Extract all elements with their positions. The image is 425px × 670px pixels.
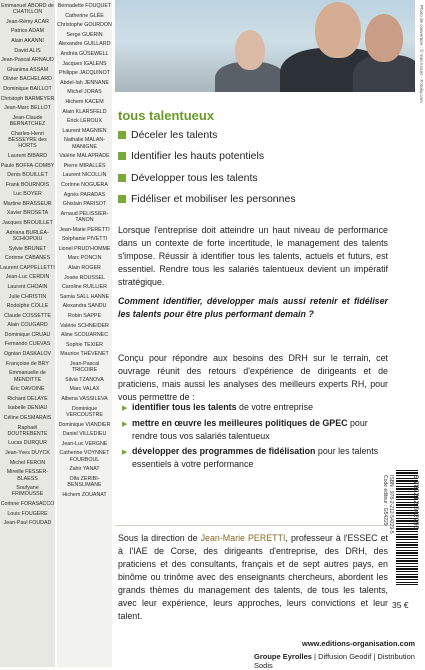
description-paragraph: Conçu pour répondre aux besoins des DRH sur le terrain, cet ouvrage réunit des retours d'expérience de dirigeants et de praticiens, mais aussi les analyses des meilleurs experts RH, pour vous permettre de : [118,353,388,402]
contributor-name: Alain ROGER [68,265,101,272]
list-item: ▶ identifier tous les talents de votre entreprise [122,401,390,415]
contributor-name: Corinne FORASACCO [0,500,55,507]
contributor-name: Julie CHRISTIN [8,293,47,300]
contributor-name: Maurice THÉVENET [60,351,109,358]
publisher-line: Groupe Eyrolles | Diffusion Geodif | Distribution Sodis [254,652,415,670]
contributors-column-1 [0,0,55,667]
website-link[interactable]: www.editions-organisation.com [302,639,416,648]
contributor-name: Fernando CUEVAS [4,341,51,348]
contributor-name: Jean-Luc VERGNE [61,440,108,447]
contributor-name: Dominique BAILLOT [3,86,52,93]
contributor-name: Jacques BROUILLET [2,220,53,227]
contributor-name: Emmanuelle de MENDITTE [9,370,46,383]
contributor-name: Adriana BURLEA-SCHIOPOIU [6,229,49,242]
contributor-name: Alain COUGARD [7,322,48,329]
highlight-bullet: Déceler les talents [118,129,328,141]
contributor-name: Sophie TEXIER [65,341,103,348]
contributors-column-2 [57,0,112,667]
triangle-bullet-icon: ▶ [122,449,128,456]
price: 35 € [392,600,409,610]
contributor-name: Jean-Pascal TRICOIRE [69,360,100,374]
contributor-name: Silvia TZANOVA [65,376,104,383]
contributor-name: Valérie MALAPRADE [59,153,110,160]
contributor-name: Rodolphe COLLE [6,303,49,310]
contributor-name: Corinne CABANES [4,255,51,262]
contributor-name: Érick LEROUX [66,118,103,125]
contributor-name: Caroline RUILLIER [61,284,108,291]
contributor-name: Marc PONCIN [67,255,102,262]
contributor-name: Lionel PRUD'HOMME [58,245,111,252]
contributor-name: David ALIS [14,47,41,54]
contributor-name: Louis FOUGERE [7,510,48,517]
contributor-name: Patrice ADAM [11,28,44,35]
contributor-name: Françoise de BRY [6,360,49,367]
contributor-name: Agnès PARADAS [63,191,106,198]
highlight-bullet: Identifier les hauts potentiels [118,150,328,162]
contributor-name: Claude COSSETTE [4,312,51,319]
contributor-name: Laurent CHOAIN [7,283,48,290]
contributor-name: Ghanima ASSAM [6,66,49,73]
contributor-name: Christoph BARMEYER [0,95,55,102]
green-square-icon [118,174,126,182]
contributor-name: Albena VASSILEVA [61,396,108,403]
contributor-name: Richard DELAYE [7,395,48,402]
green-square-icon [118,195,126,203]
contributor-name: Zahir YANAT [69,466,100,473]
contributor-name: Corinne NOGUERA [61,181,108,188]
list-item: ▶ développer des programmes de fidélisation pour les talents essentiels à votre performance [122,446,379,469]
contributor-name: Stéphanie PIVETTI [61,236,108,243]
contributor-name: Laurent CAPPELLETTI [0,264,55,271]
green-square-icon [118,152,126,160]
contributor-name: Alexandre GUILLARD [58,41,111,48]
isbn: ISBN : 978-2-212-54229-5 [388,475,394,534]
contributor-name: Pierre MIRALLÈS [63,162,106,169]
contributor-name: Olivier BACHELARD [3,76,52,83]
contributor-name: Mireille FESSER-BLAESS [6,469,49,482]
barcode-number: 9 782212 542295 [412,475,419,530]
contributor-name: Philippe JACQUINOT [59,70,110,77]
triangle-bullet-icon: ▶ [122,421,128,428]
contributor-name: Abdel-Iah JENNANE [60,79,109,86]
contributor-name: Dominique VERCOUSTRE [66,405,103,418]
contributor-name: Xavier BROSETA [6,210,49,217]
contributor-name: Arnaud PELISSIER-TANON [60,210,109,224]
contributor-name: Aline SCOUARNEC [60,332,109,339]
direction-paragraph: Sous la direction de Jean-Marie PERETTI, professeur à l'ESSEC et à l'IAE de Corse, des dirigeants d'entreprise, des DRH, des praticiens et des consultants, français et de sept autres pays, en binôme ou trinôme avec des enseignants chercheurs, abordent les grands thèmes du management des talents, de tous les talents, avec leur expérience, leurs approches, leurs convictions et leur talent. [118,533,389,621]
contributor-name: Alain AKANNI [11,38,44,45]
contributor-name: Jean-Pascal ARNAUD [1,57,54,64]
intro-paragraph: Lorsque l'entreprise doit atteindre un haut niveau de performance dans un contexte de forte incertitude, le management des talents s'impose. Réussir à identifier tous les talents, actuels et futurs, est essentiel. Rendre tous les salariés talentueux devient un impératif stratégique. [118,225,388,287]
green-square-icon [118,131,126,139]
contributor-name: Charles-Henri BESSEYRE des HORTS [8,130,47,150]
contributor-name: Laurent BIBARD [7,152,48,159]
code-editeur: Code éditeur : G54229 [382,475,388,526]
contributor-name: Laurent NICOLLIN [62,172,107,179]
contributor-name: Bernadette FOUQUET [57,3,112,9]
contributor-name: Jean-Marie PERETTI [59,226,110,233]
editor-name: Jean-Marie PERETTI [200,533,286,543]
contributor-name: Paule BOFFA-COMBY [0,162,55,169]
contributor-name: Martine BRASSEUR [3,200,52,207]
contributor-name: Catherine VOYNNET FOURBOUL [59,450,110,463]
contributor-name: Marc VALAX [69,386,100,393]
contributor-name: Alexandra SANDU [62,303,107,310]
contributor-name: Jacques IGALENS [62,60,107,67]
contributor-name: Laurent MAGNIEN [62,127,107,134]
list-item: ▶ mettre en œuvre les meilleures politiques de GPEC pour rendre tous vos salariés talentueux [122,418,368,441]
highlight-bullet: Développer tous les talents [118,172,328,184]
contributor-name: Ghislain PARISOT [62,201,107,208]
contributor-name: Jean-Yves DUYCK [5,450,50,457]
contributor-name: Hichem KACEM [65,98,104,105]
contributor-name: Luc BOYER [13,191,42,198]
contributor-name: Sylvie BRUNET [8,245,47,252]
contributor-name: Andréa GÜSEWELL [60,50,109,57]
contributor-name: Céline DESMARAIS [3,414,52,421]
photo-credit: Photo de couverture : © Yuri Arcurs - Fotolia.com [419,5,424,103]
contributor-name: Éric DAVOINE [10,386,45,393]
contributor-name: Emmanuel ABORD de CHATILLON [1,3,54,16]
contributor-name: Nathalie MALAN-MANIGNE [64,137,105,150]
contributor-name: Daniel VILLEDIEU [62,431,107,438]
question-paragraph: Comment identifier, développer mais aussi retenir et fidéliser les talents pour être plus performant demain ? [118,296,388,319]
contributor-name: Michel JORAS [67,89,102,96]
contributor-name: Jean-Marc BELLOT [4,105,51,112]
benefit-list [122,401,390,473]
contributor-name: Serge GUERIN [66,31,103,38]
contributor-name: Jean-Luc CERDIN [5,274,50,281]
contributor-name: Jean-Rémy ACAR [6,18,49,25]
contributor-name: Denis BOUILLET [7,172,48,179]
contributor-name: Dominique VIANDIER [58,421,111,428]
contributor-name: Ognian DASKALOV [3,351,52,358]
contributor-name: Isabelle DENIAU [7,405,48,412]
contributor-name: Christophe GOURDON [57,22,112,29]
contributor-name: Raphaël DOUTREBENTE [7,424,48,437]
contributor-name: Josée ROUSSEL [64,274,105,281]
contributor-name: Olfa ZERIBI-BENSLIMANE [67,475,102,489]
contributor-name: Jean-Paul FOUDAD [3,520,52,527]
contributor-name: Samia SALL HANNE [59,293,110,300]
contributor-name: Dominique CRUAU [4,331,51,338]
triangle-bullet-icon: ▶ [122,405,128,412]
cover-photo [115,0,415,92]
contributor-name: Valérie SCHNEIDER [60,322,109,329]
contributor-name: Soufyane FRIMOUSSE [11,485,44,498]
contributor-name: Lucas DURQUR [8,440,47,447]
contributor-name: Alain KLARSFELD [62,108,107,115]
contributor-name: Michel FERON [9,459,46,466]
divider [115,525,390,526]
highlight-bullet: Fidéliser et mobiliser les personnes [118,193,328,205]
contributor-name: Hichem ZOUANAT [62,491,107,498]
contributor-name: Frank BOURNOIS [5,181,50,188]
contributor-name: Catherine GLÉE [65,12,104,19]
section-title: tous talentueux [118,108,215,123]
contributor-name: Jean-Claude BERNATCHEZ [9,114,46,128]
contributor-name: Robin SAPPE [68,313,101,319]
